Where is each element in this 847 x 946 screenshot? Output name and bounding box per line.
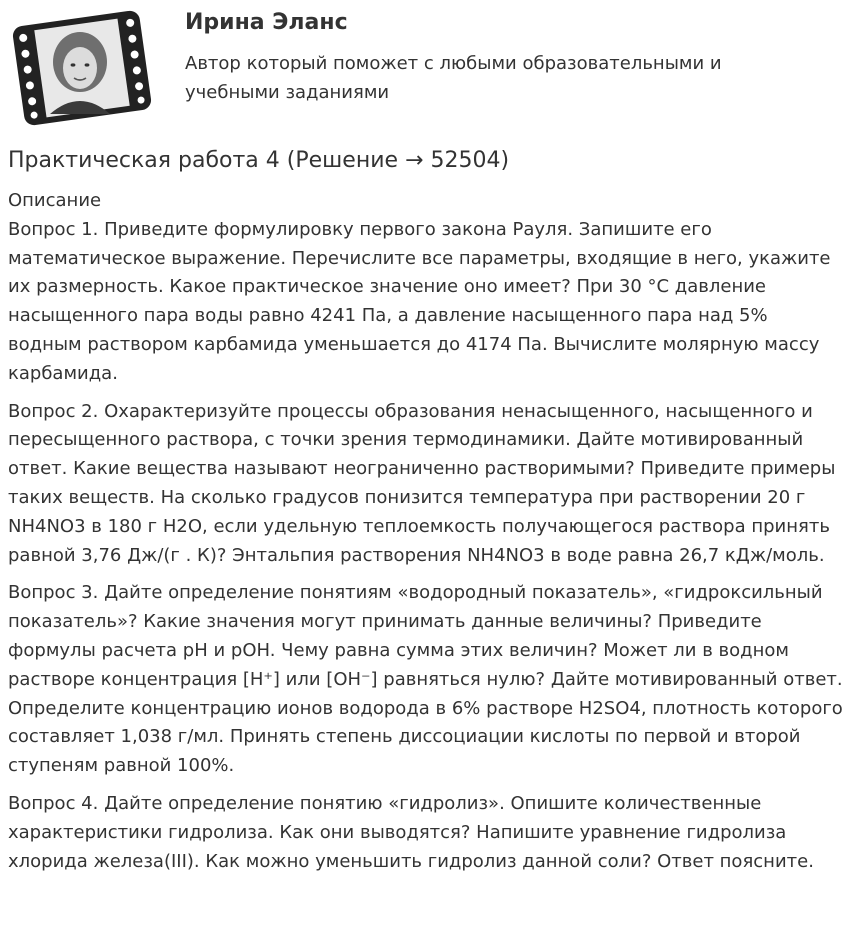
author-description: Автор который поможет с любыми образовательными и учебными заданиями xyxy=(185,53,722,103)
question-2: Вопрос 2. Охарактеризуйте процессы образования ненасыщенного, насыщенного и пересыщенного раствора, с точки зрения термодинамики. Дайте мотивированный ответ. Какие вещества называют неограниченно растворимыми? Приведите примеры таких веществ. На сколько градусов понизится температура при растворении 20 г NH4NO3 в 180 г H2O, если удельную теплоемкость получающегося раствора принять равной 3,76 Дж/(г . К)? Энтальпия растворения NH4NO3 в воде равна 26,7 кДж/моль. xyxy=(8,400,836,566)
question-1: Вопрос 1. Приведите формулировку первого закона Рауля. Запишите его математическое выражение. Перечислите все параметры, входящие в него, укажите их размерность. Какое практическое значение оно имеет? При 30 °С давление насыщенного пара воды равно 4241 Па, а давление насыщенного пара над 5% водным раствором карбамида уменьшается до 4174 Па. Вычислите молярную массу карбамида. xyxy=(8,218,831,384)
description-section xyxy=(8,187,844,885)
question-4: Вопрос 4. Дайте определение понятию «гидролиз». Опишите количественные характеристики гидролиза. Как они выводятся? Напишите уравнение гидролиза хлорида железа(III). Как можно уменьшить гидролиз данной соли? Ответ поясните. xyxy=(8,792,814,872)
page-title: Практическая работа 4 (Решение → 52504) xyxy=(8,148,510,173)
question-3: Вопрос 3. Дайте определение понятиям «водородный показатель», «гидроксильный показатель»? Какие значения могут принимать данные величины? Приведите формулы расчета pH и pOH. Чему равна сумма этих величин? Может ли в водном растворе концентрация [H⁺] или [OH⁻] равняться нулю? Дайте мотивированный ответ. Определите концентрацию ионов водорода в 6% растворе H2SO4, плотность которого составляет 1,038 г/мл. Принять степень диссоциации кислоты по первой и второй ступеням равной 100%. xyxy=(8,582,843,777)
author-avatar-icon xyxy=(8,8,156,128)
description-label: Описание xyxy=(8,190,102,211)
author-header xyxy=(0,0,847,135)
author-name[interactable]: Ирина Эланс xyxy=(185,10,348,35)
